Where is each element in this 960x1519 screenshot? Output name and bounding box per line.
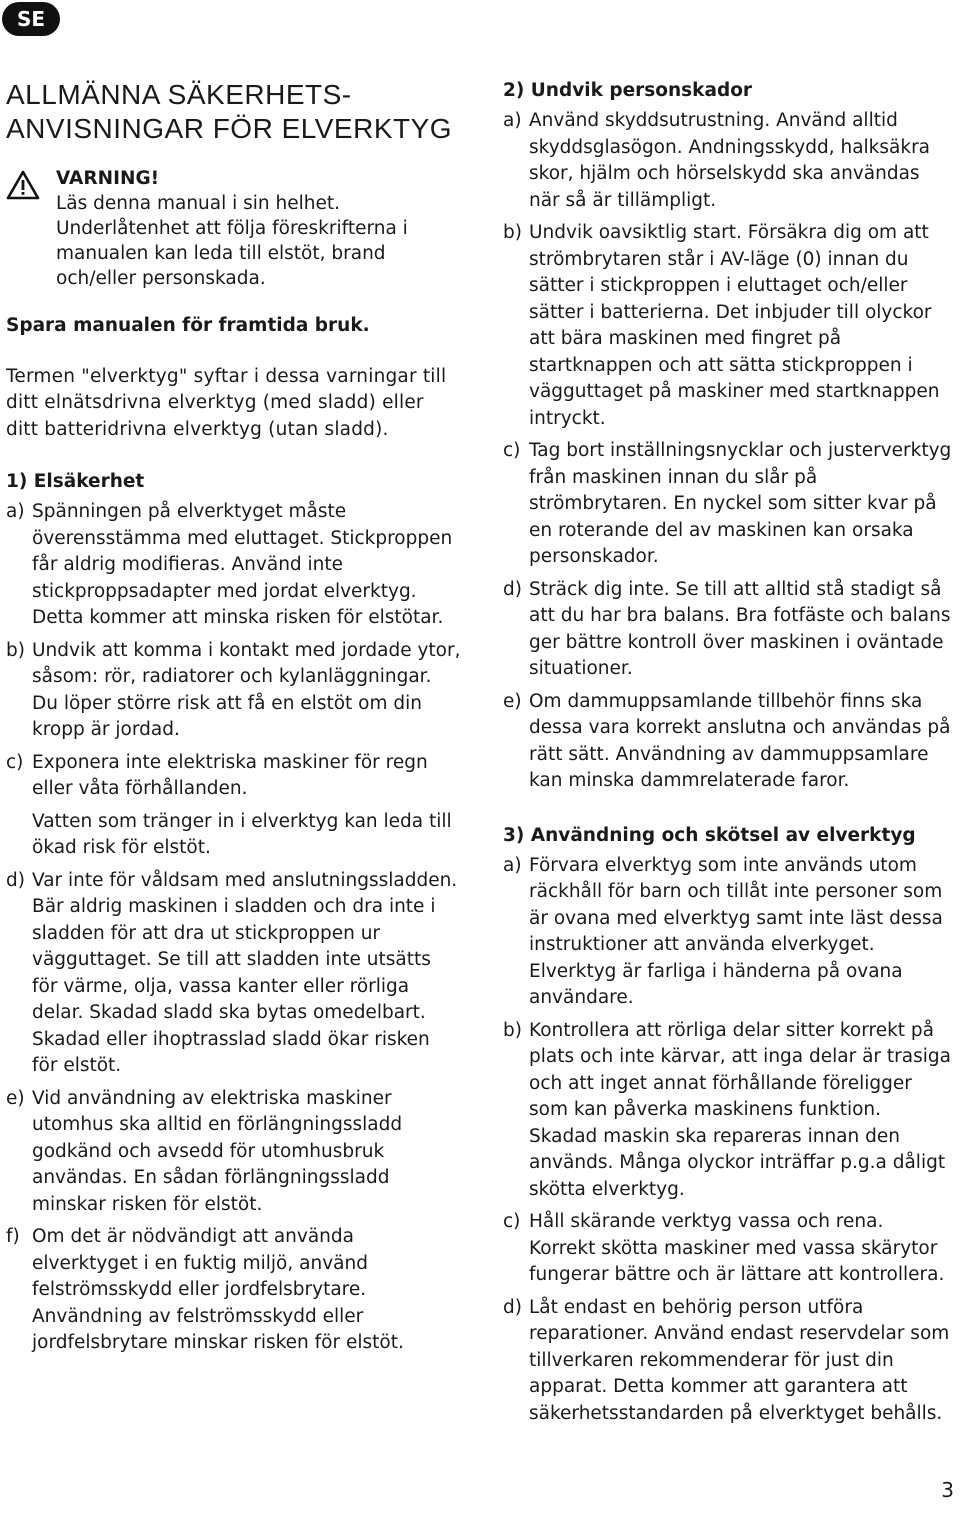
title-line-1: ALLMÄNNA SÄKERHETS- <box>6 79 352 110</box>
title-line-2: ANVISNINGAR FÖR ELVERKTYG <box>6 113 453 144</box>
warning-block <box>6 166 461 291</box>
list-item <box>6 750 461 862</box>
item-label: a) <box>503 854 522 876</box>
page-number: 3 <box>941 1478 954 1502</box>
right-column <box>503 78 955 1433</box>
item-text: Tag bort inställningsnycklar och justerverktyg från maskinen innan du slår på strömbrytaren. En nyckel som sitter kvar på en roterande del av maskinen kan orsaka personskador. <box>529 440 952 567</box>
item-text: Om dammuppsamlande tillbehör finns ska dessa vara korrekt anslutna och användas på rätt sätt. Användning av dammuppsamlare kan minska dammrelaterade faror. <box>529 690 951 791</box>
item-text-part: Exponera inte elektriska maskiner för regn eller våta förhållanden. <box>32 751 428 799</box>
section-heading-anvandning: 3) Användning och skötsel av elverktyg <box>503 824 916 846</box>
warning-triangle-icon <box>6 170 40 200</box>
list-item <box>503 689 955 795</box>
item-text: Sträck dig inte. Se till att alltid stå stadigt så att du har bra balans. Bra fotfäste och balans ger bättre kontroll över maskinen i oväntade situationer. <box>529 578 951 679</box>
list-item <box>503 220 955 432</box>
list-item <box>6 868 461 1080</box>
item-text: Förvara elverktyg som inte används utom räckhåll för barn och tillåt inte personer som är ovana med elverktyg samt inte läst dessa instruktioner att använda elverkyget. Elverktyg är farliga i händerna på ovana användare. <box>529 854 943 1008</box>
list-item <box>6 499 461 632</box>
list-item <box>503 577 955 683</box>
item-label: c) <box>503 440 521 461</box>
language-badge: SE <box>2 2 60 36</box>
item-text: Håll skärande verktyg vassa och rena. Korrekt skötta maskiner med vassa skärytor fungerar bättre och är lättare att kontrollera. <box>529 1211 945 1285</box>
list-item <box>503 438 955 571</box>
item-text-part: Vatten som tränger in i elverktyg kan leda till ökad risk för elstöt. <box>32 810 452 858</box>
item-label: d) <box>503 578 522 600</box>
item-label: b) <box>503 222 522 243</box>
item-label: a) <box>6 501 25 522</box>
list-item <box>6 1224 461 1357</box>
item-label: d) <box>503 1296 522 1318</box>
list-item <box>6 1086 461 1219</box>
list-item <box>503 1018 955 1204</box>
item-label: d) <box>6 869 25 891</box>
warning-text: Läs denna manual i sin helhet. Underlåtenhet att följa föreskrifterna i manualen kan leda till elstöt, brand och/eller personskada. <box>56 193 408 289</box>
item-label: b) <box>6 639 25 661</box>
item-label: f) <box>6 1226 20 1247</box>
item-label: b) <box>503 1019 522 1041</box>
item-text <box>32 750 461 862</box>
warning-title: VARNING! <box>56 168 160 189</box>
item-label: a) <box>503 110 522 131</box>
item-text: Undvik att komma i kontakt med jordade ytor, såsom: rör, radiatorer och kylanläggningar. Du löper större risk att få en elstöt om din kropp är jordad. <box>32 639 461 740</box>
item-text: Undvik oavsiktlig start. Försäkra dig om att strömbrytaren står i AV-läge (0) innan du sätter i stickproppen i eluttaget och/eller sätter i batterierna. Det inbjuder till olyckor att bära maskinen med fingret på startknappen och att sätta stickproppen i vägguttaget på maskiner med startknappen intryckt. <box>529 222 940 429</box>
section-heading-elsakerhet: 1) Elsäkerhet <box>6 471 145 492</box>
section-heading-personskador: 2) Undvik personskador <box>503 80 753 101</box>
item-text: Om det är nödvändigt att använda elverktyget i en fuktig miljö, använd felströmsskydd eller jordfelsbrytare. Användning av felströmsskydd eller jordfelsbrytare minskar risken för elstöt. <box>32 1226 404 1353</box>
page-title <box>6 78 461 146</box>
item-label: c) <box>6 751 24 773</box>
item-text: Var inte för våldsam med anslutningssladden. Bär aldrig maskinen i sladden och dra inte i sladden för att dra ut stickproppen ur vägguttaget. Se till att sladden inte utsätts för värme, olja, vassa kanter eller rörliga delar. Skadad sladd ska bytas omedelbart. Skadad eller ihoptrasslad sladd ökar risken för elstöt. <box>32 869 458 1076</box>
term-definition: Termen "elverktyg" syftar i dessa varningar till ditt elnätsdrivna elverktyg (med sladd) eller ditt batteridrivna elverktyg (utan sladd). <box>6 365 447 440</box>
item-label: e) <box>6 1087 25 1109</box>
item-label: e) <box>503 690 522 712</box>
left-column <box>6 78 461 1363</box>
save-manual-note: Spara manualen för framtida bruk. <box>6 315 370 336</box>
list-item <box>503 1209 955 1289</box>
list-item <box>6 638 461 744</box>
item-text: Spänningen på elverktyget måste överensstämma med eluttaget. Stickproppen får aldrig modifieras. Använd inte stickproppsadapter med jordat elverktyg. Detta kommer att minska risken för elstötar. <box>32 501 453 628</box>
item-text: Låt endast en behörig person utföra reparationer. Använd endast reservdelar som tillverkaren rekommenderar för just din apparat. Detta kommer att garantera att säkerhetsstandarden på elverktyget behålls. <box>529 1296 950 1424</box>
item-text: Kontrollera att rörliga delar sitter korrekt på plats och inte kärvar, att inga delar är trasiga och att inget annat förhållande föreligger som kan påverka maskinens funktion. Skadad maskin ska repareras innan den används. Många olyckor inträffar p.g.a dåligt skötta elverktyg. <box>529 1019 951 1200</box>
item-label: c) <box>503 1211 521 1232</box>
item-text: Använd skyddsutrustning. Använd alltid skyddsglasögon. Andningsskydd, halksäkra skor, hjälm och hörselskydd ska användas när så är tillämpligt. <box>529 110 931 211</box>
list-item <box>503 853 955 1012</box>
item-text: Vid användning av elektriska maskiner utomhus ska alltid en förlängningssladd godkänd och avsedd för utomhusbruk användas. En sådan förlängningssladd minskar risken för elstöt. <box>32 1087 403 1215</box>
list-item <box>503 108 955 214</box>
list-item <box>503 1295 955 1428</box>
